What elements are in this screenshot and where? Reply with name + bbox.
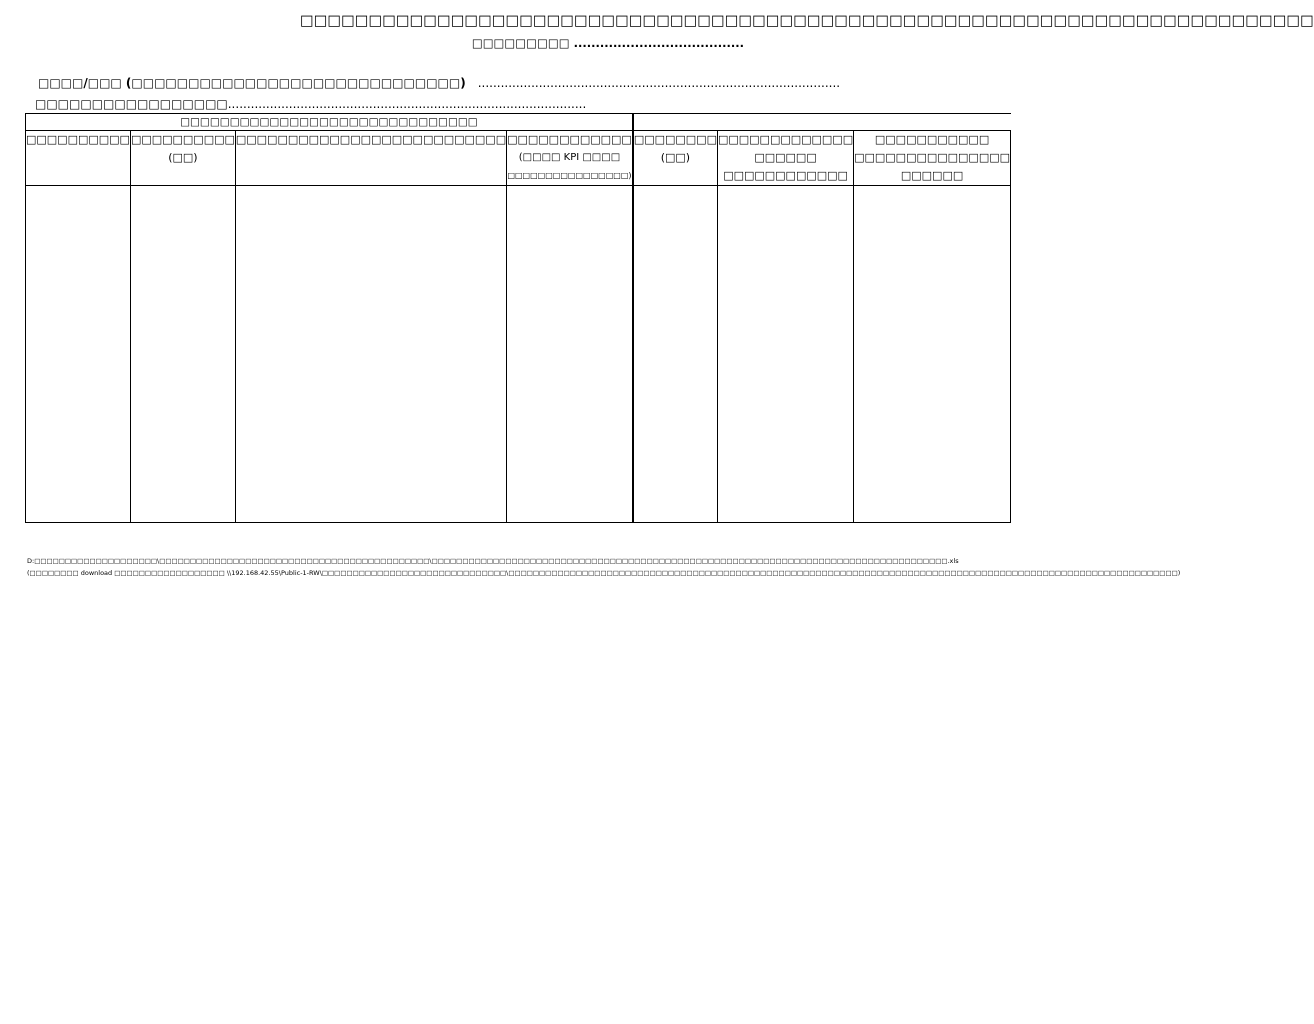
department-label: □□□□/□□□ (□□□□□□□□□□□□□□□□□□□□□□□□□□□□□): [38, 76, 466, 90]
column-header-7: □□□□□□□□□□□ □□□□□□□□□□□□□□□ □□□□□□: [854, 131, 1011, 186]
column-header-3: □□□□□□□□□□□□□□□□□□□□□□□□□□: [235, 131, 506, 186]
entry-cell[interactable]: [507, 186, 633, 523]
form-subtitle: □□□□□□□□□ .......................................: [471, 36, 744, 50]
entry-cell[interactable]: [854, 186, 1011, 523]
name-line: □□□□□□□□□□□□□□□□□..............................................................................................: [35, 97, 587, 111]
entry-cell[interactable]: [26, 186, 131, 523]
group-header-cell: □□□□□□□□□□□□□□□□□□□□□□□□□□□□□□: [26, 114, 633, 131]
column-header-2: □□□□□□□□□□ (□□): [130, 131, 235, 186]
entry-cell[interactable]: [235, 186, 506, 523]
column-header-6: □□□□□□□□□□□□□ □□□□□□ □□□□□□□□□□□□: [717, 131, 853, 186]
blank-header-cell: [633, 114, 1011, 131]
entry-cell[interactable]: [130, 186, 235, 523]
department-line: [38, 76, 841, 90]
kpi-table: [25, 113, 1011, 523]
column-header-5: □□□□□□□□ (□□): [633, 131, 718, 186]
column-header-4: □□□□□□□□□□□□ (□□□□ KPI □□□□ □□□□□□□□□□□□□□□□): [507, 131, 633, 186]
entry-cell[interactable]: [717, 186, 853, 523]
entry-cell[interactable]: [633, 186, 718, 523]
file-path-note: D:□□□□□□□□□□□□□□□□□□□□\□□□□□□□□□□□□□□□□□□□□□□□□□□□□□□□□□□□□□□□□□□□□\□□□□□□□□□□□□□□□□□□□□□□□□□□□□□□□□□□□□□□□□□□□□□□□□□□□□□□□□□□□□□□□□□□□□□□□□□□□□□□□□□□□□.xls: [27, 557, 959, 565]
column-header-1: □□□□□□□□□□: [26, 131, 131, 186]
form-title: □□□□□□□□□□□□□□□□□□□□□□□□□□□□□□□□□□□□□□□□□□□□□□□□□□□□□□□□□□□□□□□□□□□□□□□□□□: [300, 13, 1314, 29]
download-path-note: (□□□□□□□□ download □□□□□□□□□□□□□□□□□□ \\192.168.42.55\Public-1-RW\□□□□□□□□□□□□□□□□□□□□□□□□□□□□□□\□□□□□□□□□□□□□□□□□□□□□□□□□□□□□□□□□□□□□□□□□□□□□□□□□□□□□□□□□□□□□□□□□□□□□□□□□□□□□□□□□□□□□□□□□□□□□□□□□□□□□□□□□□□□□): [27, 569, 1181, 577]
department-fill-line: ...............................................................................................: [477, 76, 841, 90]
